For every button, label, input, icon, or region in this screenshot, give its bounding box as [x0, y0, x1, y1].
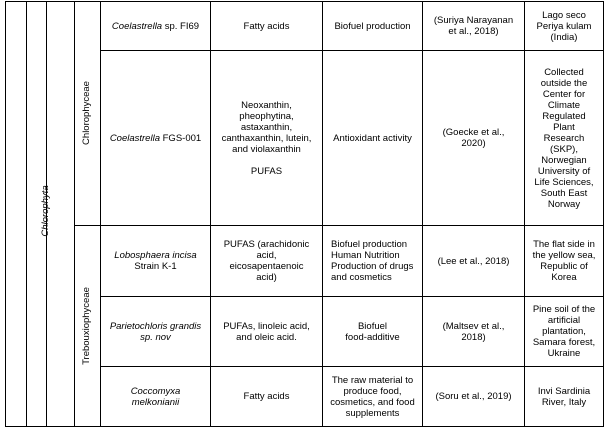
reference-cell: (Goecke et al., 2020) — [442, 127, 505, 149]
location-cell: Pine soil of the artificial plantation, Samara forest, Ukraine — [532, 304, 596, 359]
compounds-cell: Fatty acids — [243, 20, 290, 32]
compounds-cell: Fatty acids — [243, 391, 290, 402]
species-cell: Coelastrella FGS-001 — [109, 132, 202, 144]
species-cell: Coelastrella sp. FI69 — [111, 20, 200, 32]
location-cell: Collected outside the Center for Climate Regulated Plant Research (SKP), Norwegian University of Life Sciences, South East Norway — [534, 66, 594, 210]
phylum-label: Chlorophyta — [40, 185, 51, 237]
location-cell: The flat side in the yellow sea, Republic of Korea — [532, 239, 596, 283]
compounds-cell: PUFAs, linoleic acid, and oleic acid. — [223, 320, 310, 343]
compounds-cell: PUFAS (arachidonic acid, eicosapentaenoic acid) — [223, 239, 310, 283]
reference-cell: (Suriya Narayanan et al., 2018) — [433, 15, 514, 37]
compounds-cell: Neoxanthin, pheophytina, astaxanthin, canthaxanthin, lutein, and violaxanthin PUFAS — [221, 99, 312, 177]
location-cell: Lago seco Periya kulam (India) — [536, 9, 592, 43]
table-divider — [26, 1, 27, 427]
reference-cell: (Soru et al., 2019) — [435, 391, 512, 402]
application-cell: Biofuel food-additive — [345, 320, 400, 343]
table-border-left — [5, 1, 6, 427]
reference-cell: (Lee et al., 2018) — [437, 255, 510, 267]
application-cell: Biofuel production — [334, 20, 411, 32]
species-cell: Lobosphaera incisa Strain K-1 — [114, 250, 197, 272]
class-label-chlorophyceae: Chlorophyceae — [81, 81, 92, 145]
species-cell: Parietochloris grandis sp. nov — [109, 320, 202, 343]
application-cell: Antioxidant activity — [333, 132, 412, 144]
location-cell: Invi Sardinia River, Italy — [537, 385, 591, 408]
class-label-trebouxiophyceae: Trebouxiophyceae — [81, 287, 92, 365]
table-border-bottom — [5, 426, 604, 427]
reference-cell: (Maltsev et al., 2018) — [442, 320, 505, 343]
table-border-right — [603, 1, 604, 427]
application-cell: Biofuel production Human Nutrition Production of drugs and cosmetics — [331, 239, 414, 283]
application-cell: The raw material to produce food, cosmetics, and food supplements — [330, 374, 415, 419]
table-divider — [74, 1, 75, 427]
species-cell: Coccomyxa melkonianii — [130, 385, 181, 408]
